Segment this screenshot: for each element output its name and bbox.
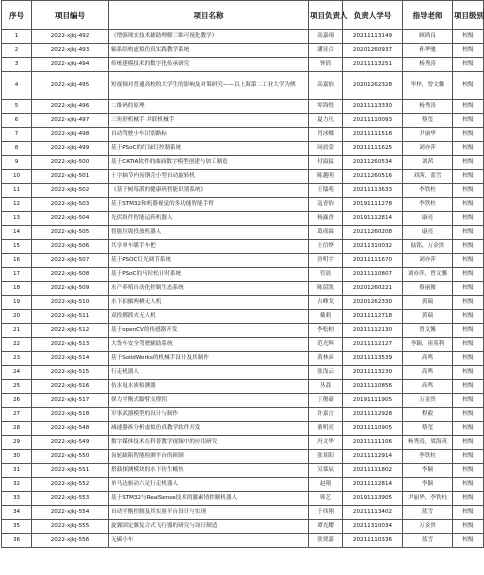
table-row	[2, 170, 484, 184]
advisor: 李颖	[403, 464, 453, 478]
table-row	[2, 268, 484, 282]
student-id: 20211111802	[343, 464, 403, 478]
table-row	[2, 366, 484, 380]
project-code: 2022-xjkj-506	[32, 240, 109, 254]
advisor: 高鸣	[403, 380, 453, 394]
student-id: 20211260534	[343, 156, 403, 170]
leader-name: 高嘉怡	[309, 72, 343, 100]
student-id: 20211113330	[343, 100, 403, 114]
leader-name: 占峰戈	[309, 296, 343, 310]
leader-name: 陈越明	[309, 170, 343, 184]
table-row	[2, 338, 484, 352]
project-level: 校级	[453, 324, 484, 338]
student-id: 20201262328	[343, 72, 403, 100]
advisor: 万金贵	[403, 394, 453, 408]
project-code: 2022-xjkj-500	[32, 156, 109, 170]
project-code: 2022-xjkj-498	[32, 128, 109, 142]
row-index: 28	[2, 422, 32, 436]
student-id: 20211111625	[343, 142, 403, 156]
project-level: 校级	[453, 100, 484, 114]
advisor: 高鸣	[403, 352, 453, 366]
project-name: 水下拍摄两栖无人机	[109, 296, 309, 310]
project-level: 校级	[453, 534, 484, 548]
project-level: 校级	[453, 142, 484, 156]
project-name: 基于CATIA软件的曲面数字模型创建与加工制造	[109, 156, 309, 170]
table-row	[2, 226, 484, 240]
project-name: 自动平衡控制及其实验平台设计与实现	[109, 506, 309, 520]
leader-name: 冯文华	[309, 436, 343, 450]
advisor: 李铁柱	[403, 198, 453, 212]
row-index: 33	[2, 492, 32, 506]
student-id: 20211110905	[343, 422, 403, 436]
advisor: 陆铭，万金贵	[403, 240, 453, 254]
project-name: 轴系结构虚拟仿真实践教学系统	[109, 44, 309, 58]
advisor: 康亮	[403, 212, 453, 226]
leader-name: 高嘉翊	[309, 30, 343, 44]
table-row	[2, 394, 484, 408]
advisor: 杨秀涛，梁海英	[403, 436, 453, 450]
row-index: 23	[2, 352, 32, 366]
advisor: 蔡玺	[403, 114, 453, 128]
table-row	[2, 212, 484, 226]
project-code: 2022-xjkj-503	[32, 198, 109, 212]
table-row	[2, 240, 484, 254]
project-name: 单马达驱动六足行走机器人	[109, 478, 309, 492]
project-code: 2022-xjkj-494	[32, 58, 109, 72]
table-row	[2, 478, 484, 492]
table-row	[2, 44, 484, 58]
student-id: 20211112127	[343, 338, 403, 352]
advisor: 刘茜	[403, 156, 453, 170]
col-header-student-id: 负责人学号	[343, 1, 403, 30]
table-row	[2, 254, 484, 268]
project-name: 齿轮缺陷智能检测平台的研制	[109, 450, 309, 464]
advisor: 李颖	[403, 478, 453, 492]
leader-name: 吴慕辰	[309, 464, 343, 478]
row-index: 21	[2, 324, 32, 338]
student-id: 20201260937	[343, 44, 403, 58]
project-name: 无碳小车	[109, 534, 309, 548]
project-code: 2022-xjkj-554	[32, 506, 109, 520]
row-index: 35	[2, 520, 32, 534]
project-level: 校级	[453, 310, 484, 324]
leader-name: 谭光耀	[309, 520, 343, 534]
project-code: 2022-xjkj-505	[32, 226, 109, 240]
row-index: 8	[2, 142, 32, 156]
advisor: 刘亦萍	[403, 254, 453, 268]
project-code: 2022-xjkj-495	[32, 72, 109, 100]
row-index: 18	[2, 282, 32, 296]
row-index: 1	[2, 30, 32, 44]
project-level: 校级	[453, 212, 484, 226]
leader-name: 许嘉言	[309, 408, 343, 422]
project-name: 数字媒体技术在科普教学视频中的应用研究	[109, 436, 309, 450]
student-id: 20211310034	[343, 520, 403, 534]
project-code: 2022-xjkj-501	[32, 170, 109, 184]
header-row	[2, 1, 484, 30]
row-index: 19	[2, 296, 32, 310]
leader-name: 张贾嘉	[309, 534, 343, 548]
project-name: 光伏组件智能运药机器人	[109, 212, 309, 226]
advisor: 杨秀涛	[403, 100, 453, 114]
advisor: 万金贵	[403, 520, 453, 534]
table-row	[2, 310, 484, 324]
project-name: 二维码的原理	[109, 100, 309, 114]
leader-name: 张景阳	[309, 450, 343, 464]
leader-name: 张浅云	[309, 366, 343, 380]
table-row	[2, 30, 484, 44]
advisor: 蔡玺	[403, 422, 453, 436]
project-code: 2022-xjkj-517	[32, 394, 109, 408]
table-row	[2, 72, 484, 100]
leader-name: 寇香怡	[309, 198, 343, 212]
project-level: 校级	[453, 352, 484, 366]
table-row	[2, 156, 484, 170]
project-name: 水产养殖自动化控制生态系统	[109, 282, 309, 296]
project-code: 2022-xjkj-553	[32, 492, 109, 506]
student-id: 20211260516	[343, 170, 403, 184]
row-index: 2	[2, 44, 32, 58]
row-index: 29	[2, 436, 32, 450]
project-level: 校级	[453, 338, 484, 352]
project-code: 2022-xjkj-499	[32, 142, 109, 156]
student-id: 20211112914	[343, 450, 403, 464]
project-code: 2022-xjkj-549	[32, 436, 109, 450]
student-id: 20191112814	[343, 212, 403, 226]
row-index: 27	[2, 408, 32, 422]
project-level: 校级	[453, 394, 484, 408]
project-level: 校级	[453, 436, 484, 450]
advisor: 李铁柱	[403, 184, 453, 198]
project-code: 2022-xjkj-507	[32, 254, 109, 268]
row-index: 6	[2, 114, 32, 128]
row-index: 36	[2, 534, 32, 548]
table-row	[2, 128, 484, 142]
project-code: 2022-xjkj-510	[32, 296, 109, 310]
project-code: 2022-xjkj-504	[32, 212, 109, 226]
project-code: 2022-xjkj-556	[32, 534, 109, 548]
project-code: 2022-xjkj-508	[32, 268, 109, 282]
project-level: 校级	[453, 114, 484, 128]
row-index: 34	[2, 506, 32, 520]
project-level: 校级	[453, 198, 484, 212]
col-header-level: 项目级别	[453, 1, 484, 30]
advisor: 黄瑞	[403, 310, 453, 324]
table-row	[2, 422, 484, 436]
advisor: 高鸣	[403, 366, 453, 380]
table-row	[2, 184, 484, 198]
student-id: 20211112130	[343, 324, 403, 338]
project-code: 2022-xjkj-548	[32, 422, 109, 436]
project-code: 2022-xjkj-497	[32, 114, 109, 128]
table-row	[2, 464, 484, 478]
advisor: 李铁柱	[403, 450, 453, 464]
table-row	[2, 296, 484, 310]
table-row	[2, 324, 484, 338]
row-index: 31	[2, 464, 32, 478]
row-index: 32	[2, 478, 32, 492]
row-index: 14	[2, 226, 32, 240]
project-code: 2022-xjkj-512	[32, 324, 109, 338]
row-index: 4	[2, 72, 32, 100]
table-row	[2, 282, 484, 296]
project-code: 2022-xjkj-555	[32, 520, 109, 534]
project-name: 基于PSOC灯光调节系统	[109, 254, 309, 268]
project-code: 2022-xjkj-513	[32, 338, 109, 352]
leader-name: 葛成霖	[309, 226, 343, 240]
project-table	[1, 0, 484, 548]
leader-name: 赵翔	[309, 478, 343, 492]
project-name: 减速器拆分析虚拟仿真教学软件开发	[109, 422, 309, 436]
leader-name: 陈留凯	[309, 282, 343, 296]
advisor: 曾文馨	[403, 324, 453, 338]
leader-name: 韩艺	[309, 492, 343, 506]
project-name: 行走机器人	[109, 366, 309, 380]
project-name: 基于STM32与RealSense技术的激素情控制机器人	[109, 492, 309, 506]
project-name: 搭载探测模块的水下仿生鳐鱼	[109, 464, 309, 478]
advisor: 毕梓，曾文馨	[403, 72, 453, 100]
project-name: 军事武器模型的设计与制作	[109, 408, 309, 422]
advisor: 顾鸿良	[403, 30, 453, 44]
project-name: 基于STM32和机器视觉的多功能智能手臂	[109, 198, 309, 212]
advisor: 尹丽华，李铁柱	[403, 492, 453, 506]
project-level: 校级	[453, 464, 484, 478]
project-level: 校级	[453, 366, 484, 380]
leader-name: 付溢猛	[309, 156, 343, 170]
project-level: 校级	[453, 408, 484, 422]
student-id: 20191113905	[343, 492, 403, 506]
col-header-project-code: 项目编号	[32, 1, 109, 30]
project-level: 校级	[453, 156, 484, 170]
row-index: 26	[2, 394, 32, 408]
row-index: 15	[2, 240, 32, 254]
student-id: 20201262330	[343, 296, 403, 310]
project-level: 校级	[453, 268, 484, 282]
student-id: 20211110336	[343, 534, 403, 548]
project-level: 校级	[453, 128, 484, 142]
advisor: 孙华驰	[403, 44, 453, 58]
leader-name: 丛荔	[309, 380, 343, 394]
table-row	[2, 100, 484, 114]
leader-name: 管晨	[309, 268, 343, 282]
project-level: 校级	[453, 30, 484, 44]
advisor: 蔡丽俊	[403, 282, 453, 296]
project-level: 校级	[453, 450, 484, 464]
row-index: 11	[2, 184, 32, 198]
project-name: 旋翼固定翼复合式飞行器的研究与设计制造	[109, 520, 309, 534]
leader-name: 黄林彦	[309, 352, 343, 366]
leader-name: 丁俊豪	[309, 394, 343, 408]
row-index: 10	[2, 170, 32, 184]
row-index: 22	[2, 338, 32, 352]
student-id: 20211113402	[343, 506, 403, 520]
student-id: 20211113633	[343, 184, 403, 198]
project-code: 2022-xjkj-496	[32, 100, 109, 114]
row-index: 9	[2, 156, 32, 170]
leader-name: 钟倩	[309, 58, 343, 72]
col-header-advisor: 指导老师	[403, 1, 453, 30]
table-row	[2, 142, 484, 156]
advisor: 蓝雪	[403, 506, 453, 520]
project-level: 校级	[453, 58, 484, 72]
table-row	[2, 534, 484, 548]
project-level: 校级	[453, 184, 484, 198]
student-id: 20211110856	[343, 380, 403, 394]
table-row	[2, 408, 484, 422]
project-name: 基于openCV的传感器开发	[109, 324, 309, 338]
table-row	[2, 114, 484, 128]
student-id: 20211113149	[343, 30, 403, 44]
student-id: 20211310032	[343, 240, 403, 254]
project-level: 校级	[453, 296, 484, 310]
project-level: 校级	[453, 380, 484, 394]
student-id: 20211113539	[343, 352, 403, 366]
leader-name: 范光辉	[309, 338, 343, 352]
project-level: 校级	[453, 422, 484, 436]
table-row	[2, 506, 484, 520]
table-body	[2, 30, 484, 548]
project-name: 三角形机械手 并联机械手	[109, 114, 309, 128]
project-name: 传统建模技术的数字化传承研究	[109, 58, 309, 72]
student-id: 20211112814	[343, 478, 403, 492]
advisor: 杨秀涛	[403, 58, 453, 72]
row-index: 20	[2, 310, 32, 324]
student-id: 20211110093	[343, 114, 403, 128]
project-level: 校级	[453, 520, 484, 534]
leader-name: 房明宇	[309, 254, 343, 268]
project-code: 2022-xjkj-552	[32, 478, 109, 492]
student-id: 20211111106	[343, 436, 403, 450]
table-row	[2, 492, 484, 506]
project-level: 校级	[453, 282, 484, 296]
advisor: 刘亦萍，曾文馨	[403, 268, 453, 282]
advisor: 蓝雪	[403, 534, 453, 548]
project-level: 校级	[453, 254, 484, 268]
col-header-index: 序号	[2, 1, 32, 30]
leader-name: 肖冰娜	[309, 128, 343, 142]
table-row	[2, 58, 484, 72]
advisor: 刘亦萍	[403, 142, 453, 156]
project-level: 校级	[453, 492, 484, 506]
project-level: 校级	[453, 506, 484, 520]
project-level: 校级	[453, 170, 484, 184]
student-id: 20211112928	[343, 408, 403, 422]
project-code: 2022-xjkj-509	[32, 282, 109, 296]
project-name: 智能垃圾投放机器人	[109, 226, 309, 240]
student-id: 20211111518	[343, 128, 403, 142]
advisor: 尹丽华	[403, 128, 453, 142]
project-level: 校级	[453, 72, 484, 100]
project-code: 2022-xjkj-493	[32, 44, 109, 58]
project-code: 2022-xjkj-551	[32, 464, 109, 478]
row-index: 16	[2, 254, 32, 268]
project-name: 共享单车暖手车把	[109, 240, 309, 254]
row-index: 25	[2, 380, 32, 394]
project-code: 2022-xjkj-550	[32, 450, 109, 464]
col-header-leader: 项目负责人	[309, 1, 343, 30]
student-id: 20191111278	[343, 198, 403, 212]
project-name: 《基于树莓派的健康码智能识别系统》	[109, 184, 309, 198]
project-name: 《增强现实技术辅助理解三维可视化教学》	[109, 30, 309, 44]
student-id: 20211111670	[343, 254, 403, 268]
project-level: 校级	[453, 478, 484, 492]
student-id: 20211110807	[343, 268, 403, 282]
project-name: 自动驾驶小车识别路标	[109, 128, 309, 142]
project-code: 2022-xjkj-492	[32, 30, 109, 44]
table-row	[2, 198, 484, 212]
student-id: 20211112718	[343, 310, 403, 324]
table-row	[2, 436, 484, 450]
table-row	[2, 380, 484, 394]
table-row	[2, 520, 484, 534]
project-name: 弹力平衡式脚臂支撑拐	[109, 394, 309, 408]
project-level: 校级	[453, 226, 484, 240]
leader-name: 王信烨	[309, 240, 343, 254]
advisor: 程毅	[403, 408, 453, 422]
student-id: 20211260208	[343, 226, 403, 240]
leader-name: 同晨蓥	[309, 142, 343, 156]
row-index: 30	[2, 450, 32, 464]
row-index: 3	[2, 58, 32, 72]
project-name: 基于PSoC的红绿灯控制系统	[109, 142, 309, 156]
project-level: 校级	[453, 240, 484, 254]
project-code: 2022-xjkj-502	[32, 184, 109, 198]
col-header-project-name: 项目名称	[109, 1, 309, 30]
student-id: 20201260221	[343, 282, 403, 296]
row-index: 5	[2, 100, 32, 114]
advisor: 康亮	[403, 226, 453, 240]
project-code: 2022-xjkj-511	[32, 310, 109, 324]
project-name: 双投掷抓夹无人机	[109, 310, 309, 324]
project-code: 2022-xjkj-515	[32, 366, 109, 380]
advisor: 黄瑞	[403, 296, 453, 310]
row-index: 7	[2, 128, 32, 142]
leader-name: 戴莉	[309, 310, 343, 324]
table-row	[2, 450, 484, 464]
leader-name: 董明亮	[309, 422, 343, 436]
leader-name: 王镭苑	[309, 184, 343, 198]
project-name: 基于SolidWorks的机械手设计及其制作	[109, 352, 309, 366]
student-id: 20211113230	[343, 366, 403, 380]
student-id: 20191111905	[343, 394, 403, 408]
leader-name: 杨露香	[309, 212, 343, 226]
project-code: 2022-xjkj-514	[32, 352, 109, 366]
project-code: 2022-xjkj-518	[32, 408, 109, 422]
student-id: 20211113251	[343, 58, 403, 72]
row-index: 12	[2, 198, 32, 212]
leader-name: 李松柏	[309, 324, 343, 338]
leader-name: 于伟翔	[309, 506, 343, 520]
leader-name: 夏力凡	[309, 114, 343, 128]
leader-name: 零海悦	[309, 100, 343, 114]
advisor: 李颖，祖英利	[403, 338, 453, 352]
project-name: 基于PSoC的马拉松计时系统	[109, 268, 309, 282]
project-level: 校级	[453, 44, 484, 58]
project-name: 十字轴节内齿钢壳小型自动旋转机	[109, 170, 309, 184]
table-row	[2, 352, 484, 366]
row-index: 13	[2, 212, 32, 226]
leader-name: 潘显合	[309, 44, 343, 58]
row-index: 24	[2, 366, 32, 380]
advisor: 刘茜，蓝雪	[403, 170, 453, 184]
row-index: 17	[2, 268, 32, 282]
project-code: 2022-xjkj-516	[32, 380, 109, 394]
project-name: 大货车安全驾驶辅助系统	[109, 338, 309, 352]
project-name: 仿水黾水质检测器	[109, 380, 309, 394]
project-name: 短视频对普通高校的大学生的影响及对策研究——以上海第二工业大学为例	[109, 72, 309, 100]
